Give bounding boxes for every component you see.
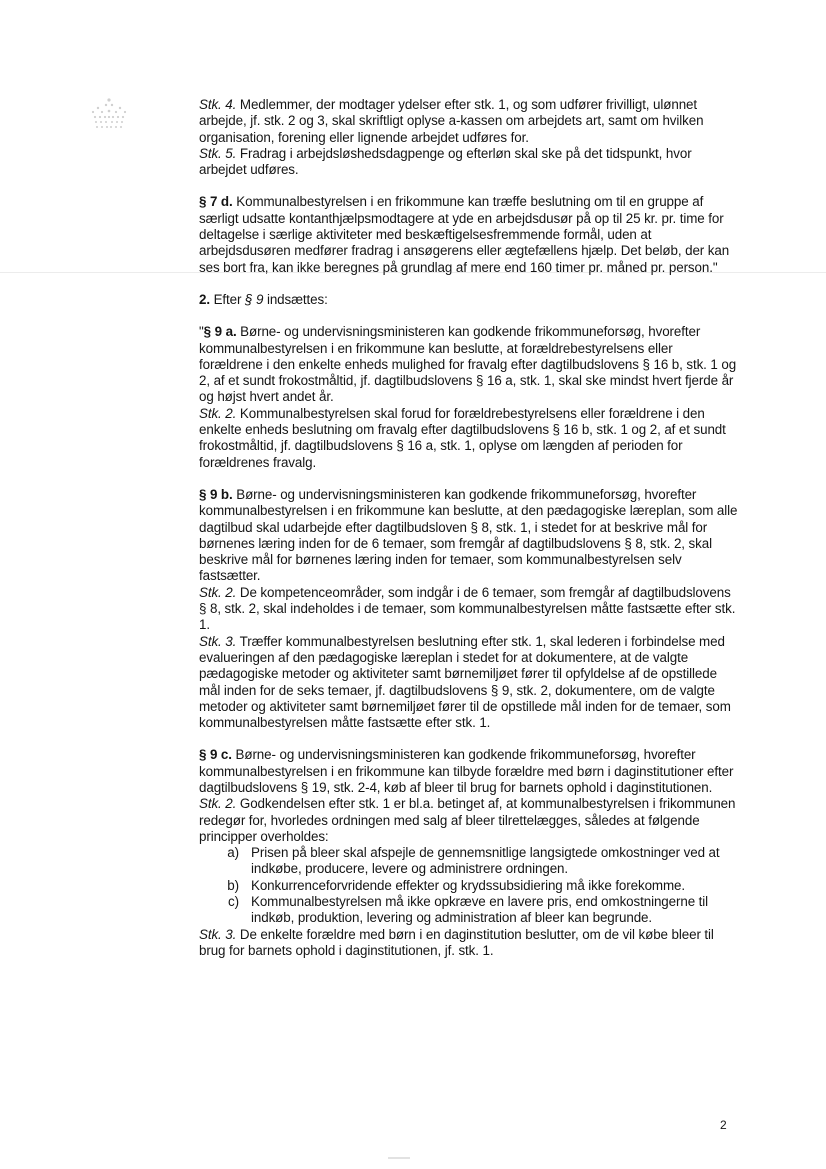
s9b-paragraph: § 9 b. Børne- og undervisningsministeren kan godkende frikommuneforsøg, hvorefter kommunalbestyrelsen i en frikommune kan beslutte, at den pædagogiske læreplan, som alle dagtilbud skal udarbejde efter dagtilbudsloven § 8, stk. 1, i stedet for at beskrive mål for børnenes læring inden for de 6 temaer, som fremgår af dagtilbudslovens § 8, stk. 2, skal beskrive mål for børnenes læring inden for temaer, som kommunalbestyrelsen selv fastsætter. xyxy=(199,486,738,584)
item-2: 2. Efter § 9 indsættes: xyxy=(199,291,328,307)
s9c-stk2: Stk. 2. Godkendelsen efter stk. 1 er bl.a. betinget af, at kommunalbestyrelsen i frikommunen redegør for, hvorledes ordningen med salg af bleer tilrettelægges, således at følgende principper overholdes: xyxy=(199,796,736,844)
list-item: b) Konkurrenceforvridende effekter og krydssubsidiering må ikke forekomme. xyxy=(227,877,686,893)
s7d-paragraph: § 7 d. Kommunalbestyrelsen i en frikommune kan træffe beslutning om til en gruppe af særligt udsatte kontanthjælpsmodtagere at yde en arbejdsdusør på op til 25 kr. pr. time for deltagelse i særlige aktiviteter med beskæftigelsesfremmende formål, uden at arbejdsdusøren medfører fradrag i ansøgerens eller ægtefællens hjælp. Det beløb, der kan ses bort fra, kan ikke beregnes på grundlag af mere end 160 timer pr. måned pr. person." xyxy=(199,194,730,275)
s9b-stk3: Stk. 3. Træffer kommunalbestyrelsen beslutning efter stk. 1, skal lederen i forbindelse med evalueringen af den pædagogiske læreplan i stedet for at dokumentere, at de valgte pædagogiske metoder og aktiviteter samt børnemiljøet fører til opfyldelse af de opstillede mål inden for de seks temaer, jf. dagtilbudslovens § 9, stk. 2, dokumentere, om de valgte metoder og aktiviteter samt børnemiljøet fører til de opstillede mål inden for de temaer, som kommunalbestyrelsen måtte fastsætte efter stk. 1. xyxy=(199,633,731,731)
crown-logo-icon xyxy=(84,96,134,132)
document-body xyxy=(199,97,739,959)
list-item: a) Prisen på bleer skal afspejle de gennemsnitlige langsigtede omkostninger ved at indkøbe, producere, levere og administrere ordningen. xyxy=(227,845,720,877)
s7c-stk4: Stk. 4. Medlemmer, der modtager ydelser efter stk. 1, og som udfører frivilligt, ulønnet arbejde, jf. stk. 2 og 3, skal skriftligt oplyse a-kassen om arbejdets art, samt om hvilken organisation, forening eller lignende arbejdet udføres for. xyxy=(199,97,704,145)
s9c-stk3: Stk. 3. De enkelte forældre med børn i en daginstitution beslutter, om de vil købe bleer til brug for barnets ophold i daginstitutionen, jf. stk. 1. xyxy=(199,926,714,958)
principles-list xyxy=(199,845,739,926)
list-item: c) Kommunalbestyrelsen må ikke opkræve en lavere pris, end omkostningerne til indkøb, produktion, levering og administration af bleer kan begrunde. xyxy=(228,894,709,926)
s9b-stk2: Stk. 2. De kompetenceområder, som indgår i de 6 temaer, som fremgår af dagtilbudslovens § 8, stk. 2, skal indeholdes i de temaer, som kommunalbestyrelsen måtte fastsætte efter stk. 1. xyxy=(199,584,736,633)
scan-mark xyxy=(388,1157,410,1159)
s9c-paragraph: § 9 c. Børne- og undervisningsministeren kan godkende frikommuneforsøg, hvorefter kommunalbestyrelsen i en frikommune kan tilbyde forældre med børn i daginstitutioner efter dagtilbudslovens § 19, stk. 2-4, køb af bleer til brug for barnets ophold i daginstitutionen. xyxy=(199,747,734,795)
s9a-stk2: Stk. 2. Kommunalbestyrelsen skal forud for forældrebestyrelsens eller forældrene i den enkelte enheds beslutning om fravalg efter dagtilbudslovens § 16 b, stk. 1 og 2, af et sundt frokostmåltid, jf. dagtilbudslovens § 16 a, stk. 1, oplyse om længden af perioden for forældrenes fravalg. xyxy=(199,405,726,470)
s7c-stk5: Stk. 5. Fradrag i arbejdsløshedsdagpenge og efterløn skal ske på det tidspunkt, hvor arbejdet udføres. xyxy=(199,145,692,178)
page-number: 2 xyxy=(720,1118,727,1132)
s9a-paragraph: "§ 9 a. Børne- og undervisningsministeren kan godkende frikommuneforsøg, hvorefter kommunalbestyrelsen i en frikommune kan beslutte, at forældrebestyrelsens eller forældrene i den enkelte enheds mulighed for fravalg efter dagtilbudslovens § 16 b, stk. 1 og 2, af et sundt frokostmåltid, jf. dagtilbudslovens § 16 a, stk. 1, skal ske mindst hvert fjerde år og højst hvert andet år. xyxy=(199,324,737,405)
